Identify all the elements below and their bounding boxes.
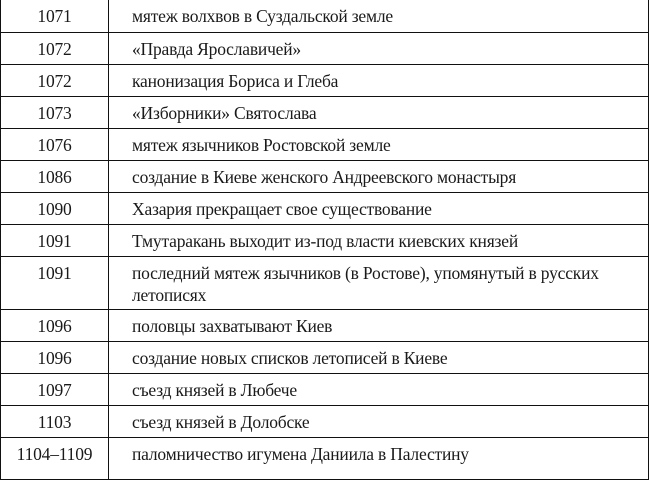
event-cell: Тмутаракань выходит из-под власти киевских князей bbox=[109, 224, 649, 256]
table-row bbox=[1, 373, 649, 405]
table-row bbox=[1, 437, 649, 479]
table-row bbox=[1, 309, 649, 341]
table-row bbox=[1, 96, 649, 128]
table-row bbox=[1, 341, 649, 373]
year-cell: 1073 bbox=[1, 96, 109, 128]
table-row bbox=[1, 160, 649, 192]
event-cell: мятеж волхвов в Суздальской земле bbox=[109, 0, 649, 32]
event-cell: «Правда Ярославичей» bbox=[109, 32, 649, 64]
year-cell: 1090 bbox=[1, 192, 109, 224]
year-cell: 1091 bbox=[1, 256, 109, 309]
table-row bbox=[1, 256, 649, 309]
year-cell: 1072 bbox=[1, 64, 109, 96]
table-row bbox=[1, 405, 649, 437]
year-cell: 1091 bbox=[1, 224, 109, 256]
year-cell: 1071 bbox=[1, 0, 109, 32]
event-cell: «Изборники» Святослава bbox=[109, 96, 649, 128]
event-cell: съезд князей в Долобске bbox=[109, 405, 649, 437]
table-row bbox=[1, 128, 649, 160]
year-cell: 1103 bbox=[1, 405, 109, 437]
year-cell: 1086 bbox=[1, 160, 109, 192]
year-cell: 1076 bbox=[1, 128, 109, 160]
table-row bbox=[1, 224, 649, 256]
year-cell: 1104–1109 bbox=[1, 437, 109, 479]
event-cell: канонизация Бориса и Глеба bbox=[109, 64, 649, 96]
event-cell: съезд князей в Любече bbox=[109, 373, 649, 405]
year-cell: 1097 bbox=[1, 373, 109, 405]
table-row bbox=[1, 0, 649, 32]
event-cell: Хазария прекращает свое существование bbox=[109, 192, 649, 224]
event-cell: половцы захватывают Киев bbox=[109, 309, 649, 341]
table-row bbox=[1, 32, 649, 64]
event-cell: создание новых списков летописей в Киеве bbox=[109, 341, 649, 373]
year-cell: 1096 bbox=[1, 341, 109, 373]
table-row bbox=[1, 64, 649, 96]
event-cell: паломничество игумена Даниила в Палестину bbox=[109, 437, 649, 479]
event-cell: последний мятеж язычников (в Ростове), упомянутый в русских летописях bbox=[109, 256, 649, 309]
year-cell: 1096 bbox=[1, 309, 109, 341]
year-cell: 1072 bbox=[1, 32, 109, 64]
table-row bbox=[1, 192, 649, 224]
event-cell: мятеж язычников Ростовской земле bbox=[109, 128, 649, 160]
event-cell: создание в Киеве женского Андреевского монастыря bbox=[109, 160, 649, 192]
